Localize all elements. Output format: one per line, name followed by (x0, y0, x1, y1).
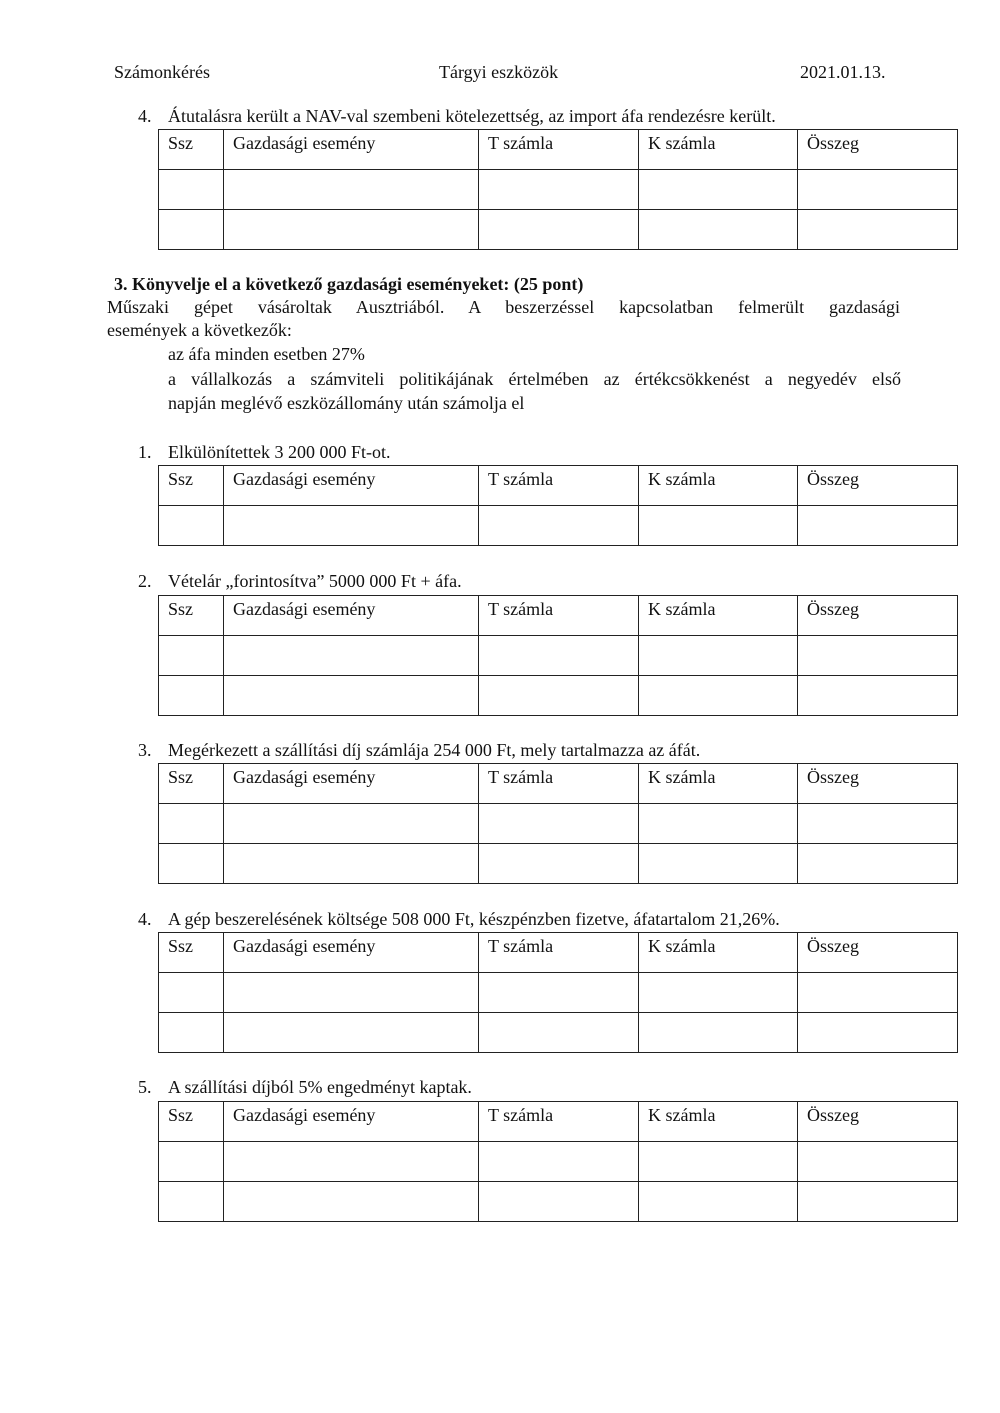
col-amount: Összeg (798, 933, 958, 973)
col-amount: Összeg (798, 466, 958, 506)
col-t: T számla (479, 130, 639, 170)
cell[interactable] (479, 1142, 639, 1182)
table-header-row (159, 933, 958, 973)
cell[interactable] (639, 973, 798, 1013)
cell[interactable] (479, 506, 639, 546)
table-row (159, 1182, 958, 1222)
item-number: 3. (138, 740, 152, 760)
cell[interactable] (798, 506, 958, 546)
col-k: K számla (639, 764, 798, 804)
cell[interactable] (224, 676, 479, 716)
col-event: Gazdasági esemény (224, 130, 479, 170)
cell[interactable] (479, 804, 639, 844)
col-t: T számla (479, 764, 639, 804)
item-text: Megérkezett a szállítási díj számlája 254 000 Ft, mely tartalmazza az áfát. (168, 740, 701, 760)
col-ssz: Ssz (159, 1102, 224, 1142)
item-number: 5. (138, 1077, 152, 1097)
cell[interactable] (479, 1182, 639, 1222)
cell[interactable] (159, 636, 224, 676)
col-event: Gazdasági esemény (224, 933, 479, 973)
cell[interactable] (798, 1142, 958, 1182)
header-center: Tárgyi eszközök (439, 62, 559, 82)
cell[interactable] (224, 170, 479, 210)
ledger-table-2 (158, 595, 958, 716)
item-number: 2. (138, 571, 152, 591)
cell[interactable] (479, 1013, 639, 1053)
table-row (159, 1142, 958, 1182)
col-ssz: Ssz (159, 130, 224, 170)
section-intro-line1: Műszaki gépet vásároltak Ausztriából. A beszerzéssel kapcsolatban felmerült gazdasági (107, 297, 900, 317)
cell[interactable] (159, 170, 224, 210)
cell[interactable] (798, 1013, 958, 1053)
cell[interactable] (224, 973, 479, 1013)
cell[interactable] (798, 210, 958, 250)
table-header-row (159, 596, 958, 636)
cell[interactable] (479, 973, 639, 1013)
cell[interactable] (798, 676, 958, 716)
item-number: 1. (138, 442, 152, 462)
cell[interactable] (798, 1182, 958, 1222)
col-ssz: Ssz (159, 466, 224, 506)
item-number: 4. (138, 909, 152, 929)
cell[interactable] (639, 506, 798, 546)
col-ssz: Ssz (159, 764, 224, 804)
cell[interactable] (639, 1182, 798, 1222)
section-note1: az áfa minden esetben 27% (168, 344, 365, 364)
col-amount: Összeg (798, 130, 958, 170)
cell[interactable] (479, 170, 639, 210)
cell[interactable] (159, 506, 224, 546)
cell[interactable] (639, 1142, 798, 1182)
col-event: Gazdasági esemény (224, 1102, 479, 1142)
col-t: T számla (479, 466, 639, 506)
cell[interactable] (224, 844, 479, 884)
item-2-heading (138, 569, 462, 593)
cell[interactable] (479, 636, 639, 676)
cell[interactable] (224, 506, 479, 546)
cell[interactable] (639, 804, 798, 844)
table-row (159, 844, 958, 884)
cell[interactable] (224, 1013, 479, 1053)
table-row (159, 1013, 958, 1053)
table-row (159, 506, 958, 546)
table-row (159, 636, 958, 676)
section-note2-line2: napján meglévő eszközállomány után számolja el (168, 393, 525, 413)
header-left: Számonkérés (114, 62, 210, 82)
header-right: 2021.01.13. (800, 62, 886, 82)
col-event: Gazdasági esemény (224, 764, 479, 804)
cell[interactable] (798, 170, 958, 210)
col-k: K számla (639, 1102, 798, 1142)
table-row (159, 804, 958, 844)
col-t: T számla (479, 596, 639, 636)
cell[interactable] (798, 973, 958, 1013)
col-event: Gazdasági esemény (224, 596, 479, 636)
table-row (159, 170, 958, 210)
ledger-table-1 (158, 465, 958, 546)
item-text: A szállítási díjból 5% engedményt kaptak. (168, 1077, 472, 1097)
table-header-row (159, 1102, 958, 1142)
col-amount: Összeg (798, 596, 958, 636)
ledger-table-4 (158, 932, 958, 1053)
ledger-table-5 (158, 1101, 958, 1222)
cell[interactable] (798, 844, 958, 884)
col-t: T számla (479, 1102, 639, 1142)
cell[interactable] (639, 170, 798, 210)
ledger-table-top (158, 129, 958, 250)
cell[interactable] (639, 636, 798, 676)
cell[interactable] (479, 676, 639, 716)
item-text: Vételár „forintosítva” 5000 000 Ft + áfa. (168, 571, 462, 591)
item-5-heading (138, 1075, 472, 1099)
col-event: Gazdasági esemény (224, 466, 479, 506)
item-4-heading (138, 907, 780, 931)
item-text: Átutalásra került a NAV-val szembeni kötelezettség, az import áfa rendezésre került. (168, 106, 776, 126)
item-1-heading (138, 440, 391, 464)
section-title: 3. Könyvelje el a következő gazdasági eseményeket: (25 pont) (114, 274, 584, 294)
cell[interactable] (159, 1142, 224, 1182)
cell[interactable] (159, 804, 224, 844)
cell[interactable] (159, 210, 224, 250)
table-row (159, 973, 958, 1013)
col-amount: Összeg (798, 764, 958, 804)
cell[interactable] (224, 210, 479, 250)
item-text: Elkülönítettek 3 200 000 Ft-ot. (168, 442, 391, 462)
col-ssz: Ssz (159, 933, 224, 973)
cell[interactable] (479, 210, 639, 250)
item-3-heading (138, 738, 700, 762)
cell[interactable] (159, 844, 224, 884)
cell[interactable] (159, 1013, 224, 1053)
cell[interactable] (639, 844, 798, 884)
cell[interactable] (639, 676, 798, 716)
col-k: K számla (639, 933, 798, 973)
col-t: T számla (479, 933, 639, 973)
cell[interactable] (479, 844, 639, 884)
top-item-heading (138, 104, 776, 128)
cell[interactable] (224, 1142, 479, 1182)
cell[interactable] (798, 636, 958, 676)
section-note2-line1: a vállalkozás a számviteli politikájának értelmében az értékcsökkenést a negyedév első (168, 369, 901, 389)
col-k: K számla (639, 596, 798, 636)
cell[interactable] (639, 210, 798, 250)
ledger-table-3 (158, 763, 958, 884)
col-amount: Összeg (798, 1102, 958, 1142)
table-header-row (159, 466, 958, 506)
table-row (159, 676, 958, 716)
cell[interactable] (224, 804, 479, 844)
table-header-row (159, 130, 958, 170)
section-intro-line2: események a következők: (107, 320, 292, 340)
col-ssz: Ssz (159, 596, 224, 636)
cell[interactable] (159, 1182, 224, 1222)
col-k: K számla (639, 130, 798, 170)
cell[interactable] (798, 804, 958, 844)
cell[interactable] (224, 1182, 479, 1222)
col-k: K számla (639, 466, 798, 506)
item-text: A gép beszerelésének költsége 508 000 Ft, készpénzben fizetve, áfatartalom 21,26%. (168, 909, 780, 929)
table-row (159, 210, 958, 250)
cell[interactable] (159, 676, 224, 716)
cell[interactable] (159, 973, 224, 1013)
table-header-row (159, 764, 958, 804)
item-number: 4. (138, 106, 152, 126)
cell[interactable] (639, 1013, 798, 1053)
cell[interactable] (224, 636, 479, 676)
